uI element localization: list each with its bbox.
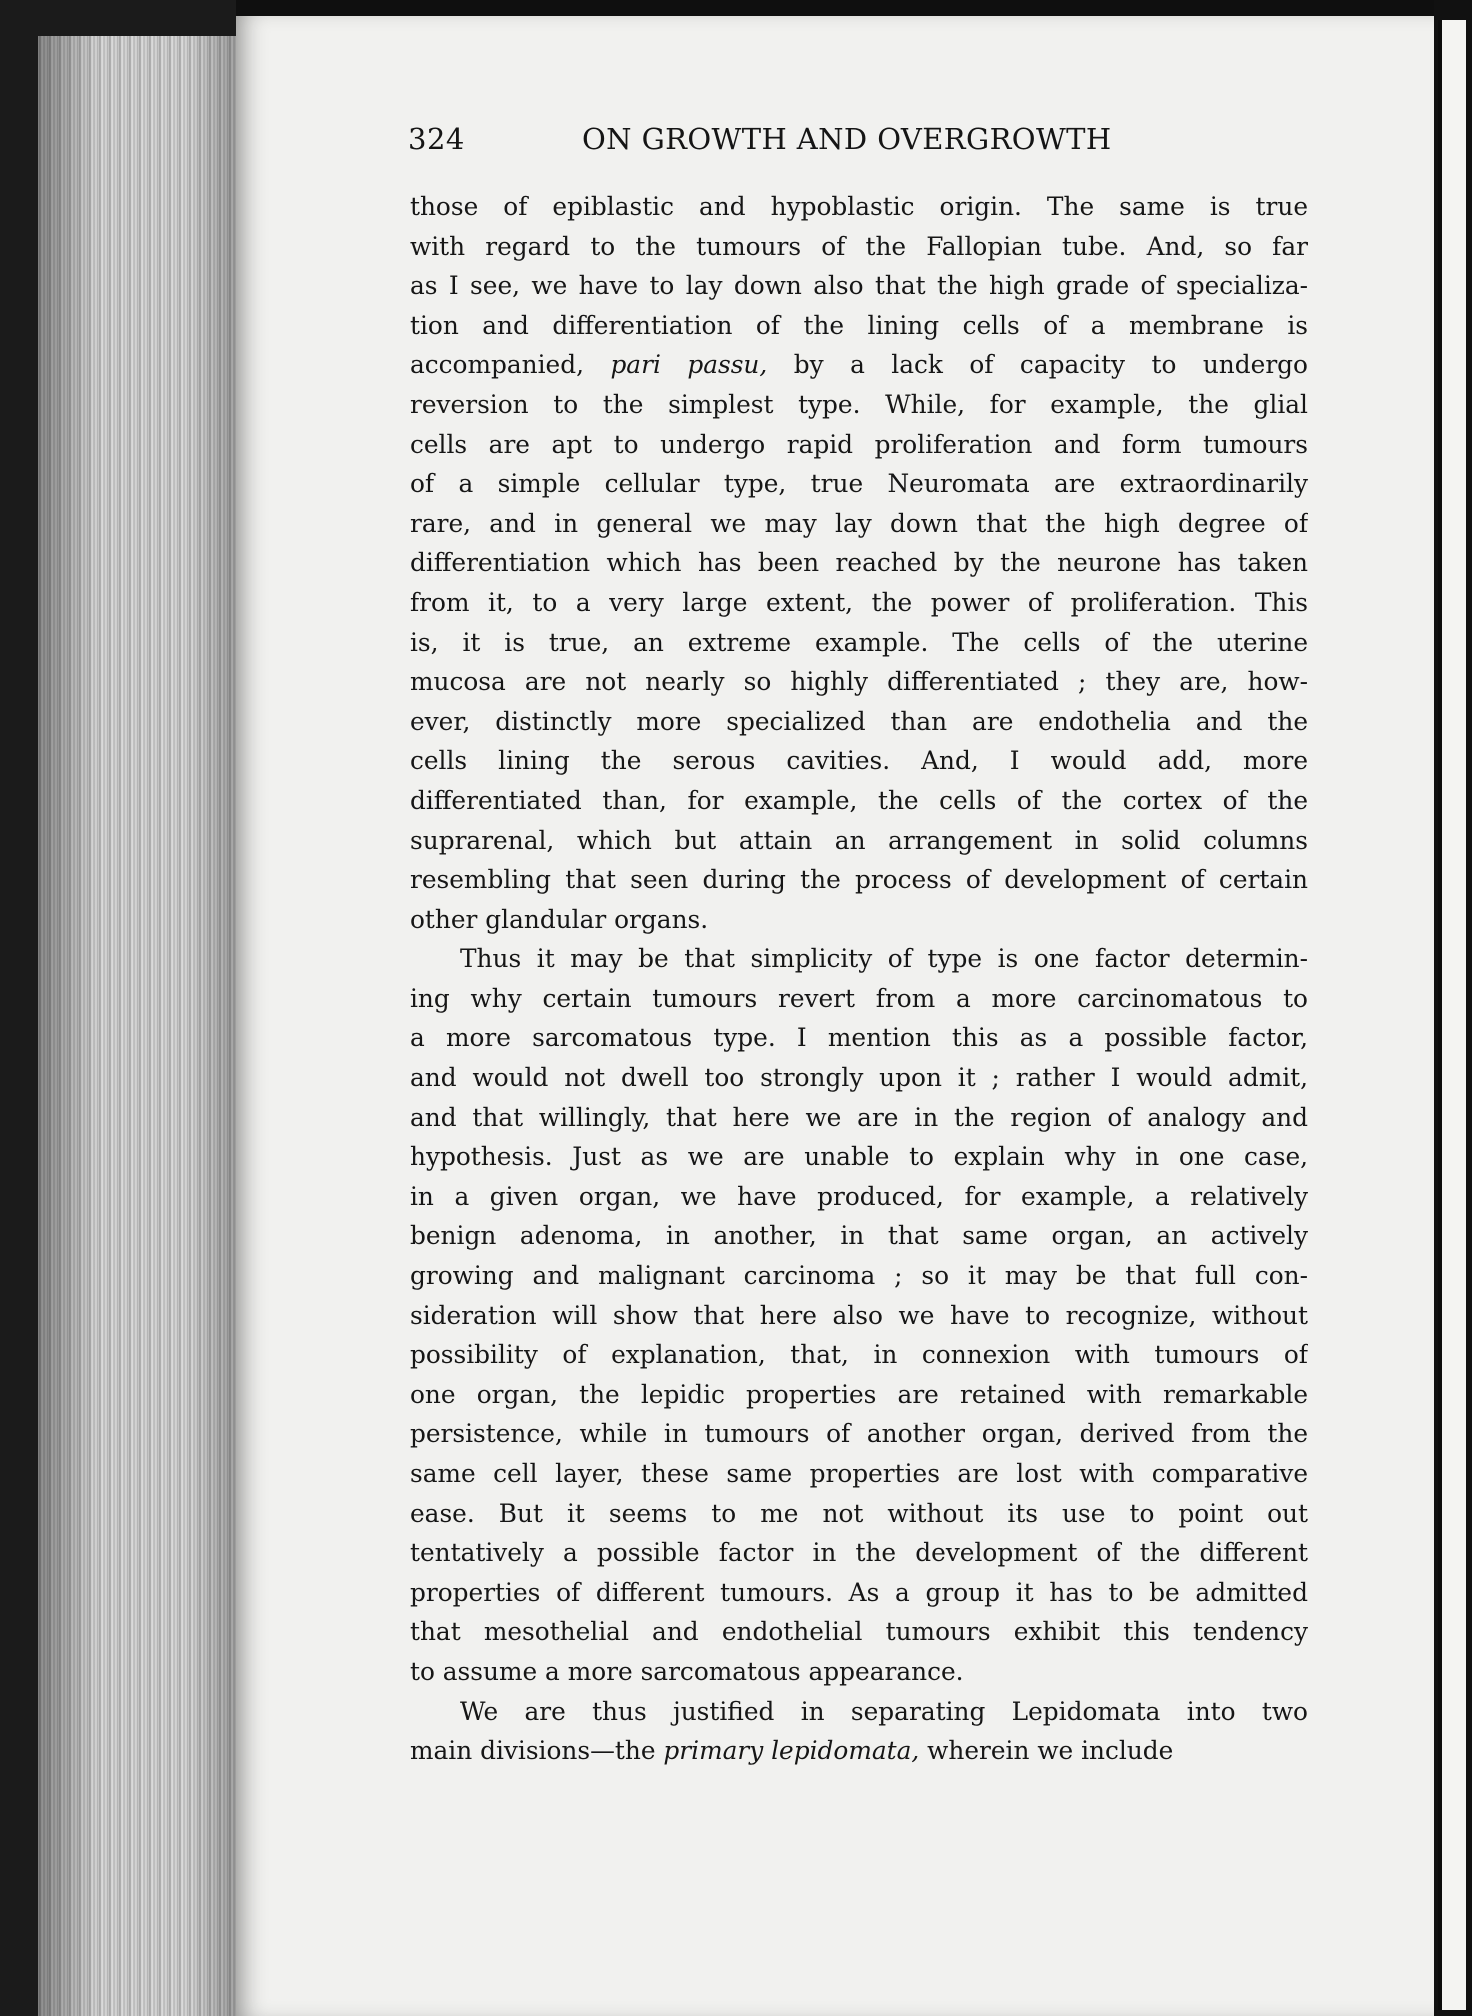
- text-line: with regard to the tumours of the Fallopian tube. And, so far: [410, 231, 1308, 261]
- page-number: 324: [408, 122, 465, 156]
- text-line: sideration will show that here also we have to recognize, without: [410, 1300, 1308, 1330]
- text-line: those of epiblastic and hypoblastic origin. The same is true: [410, 192, 1308, 221]
- text-line: possibility of explanation, that, in connexion with tumours of: [410, 1340, 1308, 1370]
- text-line: [410, 1731, 1308, 1771]
- text-line: is, it is true, an extreme example. The cells of the uterine: [410, 627, 1308, 657]
- text-line: We are thus justified in separating Lepidomata into two: [460, 1696, 1308, 1726]
- text-segment: by a lack of capacity to undergo: [767, 350, 1308, 380]
- text-line: one organ, the lepidic properties are retained with remarkable: [410, 1379, 1308, 1409]
- text-line: other glandular organs.: [410, 904, 709, 934]
- text-segment: main divisions—the: [410, 1736, 664, 1766]
- text-line: rare, and in general we may lay down that the high degree of: [410, 508, 1308, 538]
- text-line: properties of different tumours. As a group it has to be admitted: [410, 1577, 1308, 1607]
- text-line: and would not dwell too strongly upon it ; rather I would admit,: [410, 1063, 1308, 1093]
- body-text: [410, 187, 1308, 1771]
- paragraph: [410, 1692, 1308, 1771]
- running-title: ON GROWTH AND OVERGROWTH: [582, 122, 1112, 156]
- text-line: and that willingly, that here we are in the region of analogy and: [410, 1102, 1308, 1132]
- next-page-edge: [1438, 20, 1466, 2010]
- text-line: growing and malignant carcinoma ; so it may be that full con-: [410, 1261, 1308, 1291]
- text-line: hypothesis. Just as we are unable to explain why in one case,: [410, 1142, 1308, 1172]
- text-line: differentiated than, for example, the cells of the cortex of the: [410, 785, 1308, 815]
- text-segment: wherein we include: [919, 1736, 1174, 1766]
- text-line: tion and differentiation of the lining cells of a membrane is: [410, 310, 1308, 340]
- text-line: of a simple cellular type, true Neuromata are extraordinarily: [410, 469, 1308, 499]
- text-line: reversion to the simplest type. While, for example, the glial: [410, 389, 1308, 419]
- text-line: a more sarcomatous type. I mention this as a possible factor,: [410, 1023, 1308, 1053]
- text-line: in a given organ, we have produced, for example, a relatively: [410, 1181, 1308, 1211]
- text-line: persistence, while in tumours of another organ, derived from the: [410, 1419, 1308, 1449]
- text-line: [410, 345, 1308, 385]
- text-line: ing why certain tumours revert from a more carcinomatous to: [410, 983, 1308, 1013]
- text-line: tentatively a possible factor in the development of the different: [410, 1538, 1308, 1568]
- italic-term: pari passu,: [610, 350, 768, 380]
- text-line: mucosa are not nearly so highly differentiated ; they are, how-: [410, 667, 1308, 697]
- text-line: cells lining the serous cavities. And, I would add, more: [410, 746, 1308, 776]
- text-line: resembling that seen during the process of development of certain: [410, 865, 1308, 895]
- page-header: [408, 122, 1308, 172]
- text-segment: accompanied,: [410, 350, 611, 380]
- text-line: cells are apt to undergo rapid proliferation and form tumours: [410, 429, 1308, 459]
- scan-top-border: [236, 0, 1472, 16]
- text-line: differentiation which has been reached by the neurone has taken: [410, 548, 1308, 578]
- text-line: benign adenoma, in another, in that same organ, an actively: [410, 1221, 1308, 1251]
- text-line: that mesothelial and endothelial tumours exhibit this tendency: [410, 1617, 1308, 1647]
- text-line: Thus it may be that simplicity of type is one factor determin-: [460, 944, 1308, 974]
- text-line: ease. But it seems to me not without its use to point out: [410, 1498, 1308, 1528]
- text-line: from it, to a very large extent, the power of proliferation. This: [410, 587, 1308, 617]
- paragraph: [410, 187, 1308, 939]
- text-line: same cell layer, these same properties are lost with comparative: [410, 1459, 1308, 1488]
- italic-term: primary lepidomata,: [663, 1736, 920, 1766]
- paragraph: [410, 939, 1308, 1691]
- book-page-edges: [38, 36, 238, 2016]
- text-line: to assume a more sarcomatous appearance.: [410, 1656, 964, 1686]
- text-line: suprarenal, which but attain an arrangement in solid columns: [410, 825, 1308, 855]
- text-line: as I see, we have to lay down also that the high grade of specializa-: [410, 271, 1308, 301]
- text-line: ever, distinctly more specialized than are endothelia and the: [410, 706, 1308, 736]
